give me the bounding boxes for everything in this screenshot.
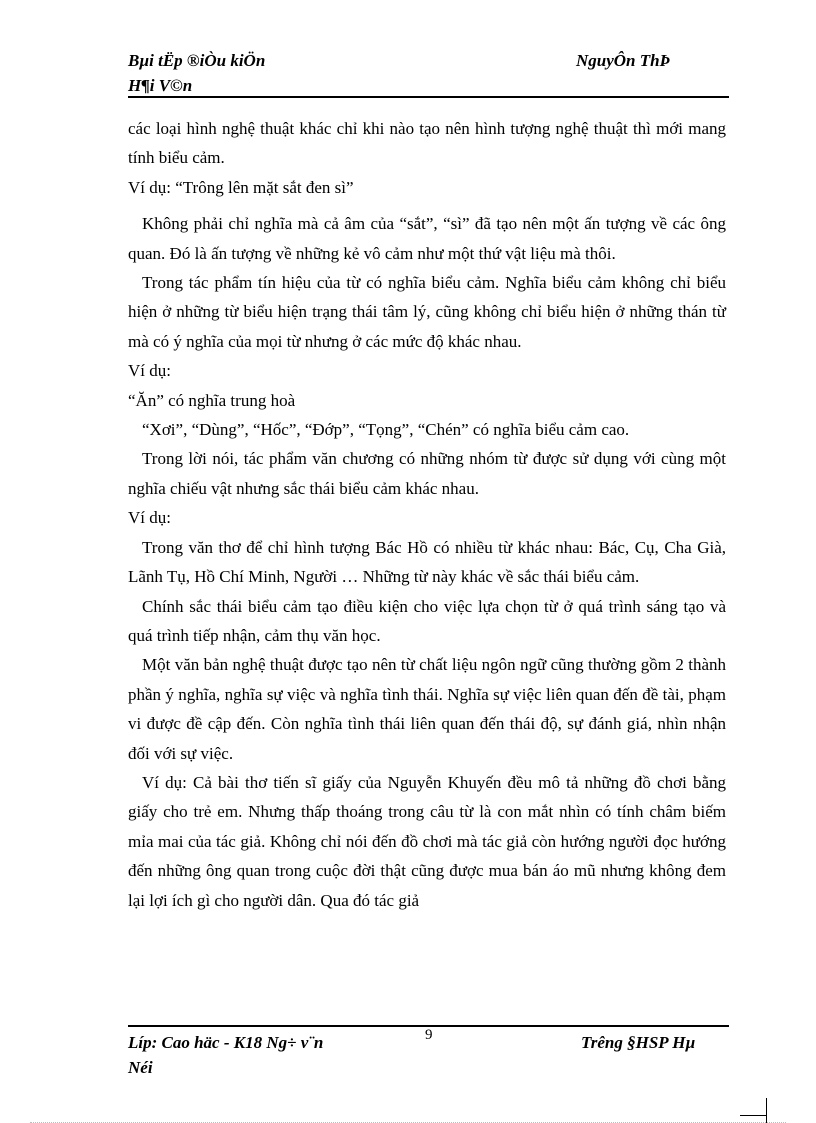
header-title: Bµi tËp ®iÒu kiÖn bbox=[128, 51, 266, 70]
paragraph: Trong tác phẩm tín hiệu của từ có nghĩa biểu cảm. Nghĩa biểu cảm không chỉ biểu hiện ở những từ biểu hiện trạng thái tâm lý, cũng không chỉ biểu hiện ở những thán từ mà có ý nghĩa của mọi từ nhưng ở các mức độ khác nhau. bbox=[128, 273, 726, 351]
footer-left bbox=[128, 1030, 323, 1080]
paragraph: Chính sắc thái biểu cảm tạo điều kiện cho việc lựa chọn từ ở quá trình sáng tạo và quá trình tiếp nhận, cảm thụ văn học. bbox=[128, 596, 726, 645]
footer-class-label-cont: Néi bbox=[128, 1058, 153, 1077]
footer-school: Trêng §HSP Hµ bbox=[581, 1033, 696, 1052]
footer-class-label: Líp: Cao häc - K18 Ng÷ v¨n bbox=[128, 1033, 324, 1052]
paragraph: Ví dụ: Cả bài thơ tiến sĩ giấy của Nguyễn Khuyến đều mô tả những đồ chơi bằng giấy cho trẻ em. Nhưng thấp thoáng trong câu từ là con mắt nhìn có tính châm biếm mỉa mai của tác giả. Không chỉ nói đến đồ chơi mà tác giả còn hướng người đọc hướng đến những ông quan trong cuộc đời thật cũng được mua bán áo mũ nhưng không đem lại lợi ích gì cho người dân. Qua đó tác giả bbox=[128, 772, 726, 910]
page-body bbox=[128, 114, 726, 915]
paragraph: “Xơi”, “Dùng”, “Hốc”, “Đớp”, “Tọng”, “Chén” có nghĩa biểu cảm cao. bbox=[142, 420, 630, 440]
paragraph: các loại hình nghệ thuật khác chỉ khi nào tạo nên hình tượng nghệ thuật thì mới mang tính biểu cảm. bbox=[128, 119, 726, 168]
header-rule bbox=[128, 96, 729, 98]
paragraph: Trong lời nói, tác phẩm văn chương có những nhóm từ được sử dụng với cùng một nghĩa chiếu vật nhưng sắc thái biểu cảm khác nhau. bbox=[128, 449, 726, 498]
header-left bbox=[128, 48, 265, 98]
paragraph: Ví dụ: bbox=[128, 508, 171, 528]
crop-mark bbox=[766, 1098, 767, 1123]
paragraph: Một văn bản nghệ thuật được tạo nên từ chất liệu ngôn ngữ cũng thường gồm 2 thành phần ý nghĩa, nghĩa sự việc và nghĩa tình thái. Nghĩa sự việc liên quan đến đề tài, phạm vi được đề cập đến. Còn nghĩa tình thái liên quan đến thái độ, sự đánh giá, nhìn nhận đối với sự việc. bbox=[128, 655, 726, 763]
page-number: 9 bbox=[425, 1027, 433, 1043]
paragraph: Trong văn thơ để chỉ hình tượng Bác Hồ có nhiều từ khác nhau: Bác, Cụ, Cha Già, Lãnh Tụ, Hồ Chí Minh, Người … Những từ này khác về sắc thái biểu cảm. bbox=[128, 537, 726, 587]
crop-mark bbox=[740, 1115, 766, 1116]
header-author-given-name: H¶i V©n bbox=[128, 76, 193, 95]
paragraph: “Ăn” có nghĩa trung hoà bbox=[128, 390, 296, 410]
header-author-name: NguyÔn ThÞ bbox=[576, 51, 670, 70]
paragraph: Không phải chỉ nghĩa mà cả âm của “sắt”, “sì” đã tạo nên một ấn tượng về các ông quan. Đó là ấn tượng về những kẻ vô cảm như một thứ vật liệu mà thôi. bbox=[128, 214, 726, 263]
paragraph: Ví dụ: “Trông lên mặt sắt đen sì” bbox=[128, 177, 354, 197]
paragraph: Ví dụ: bbox=[128, 361, 171, 381]
